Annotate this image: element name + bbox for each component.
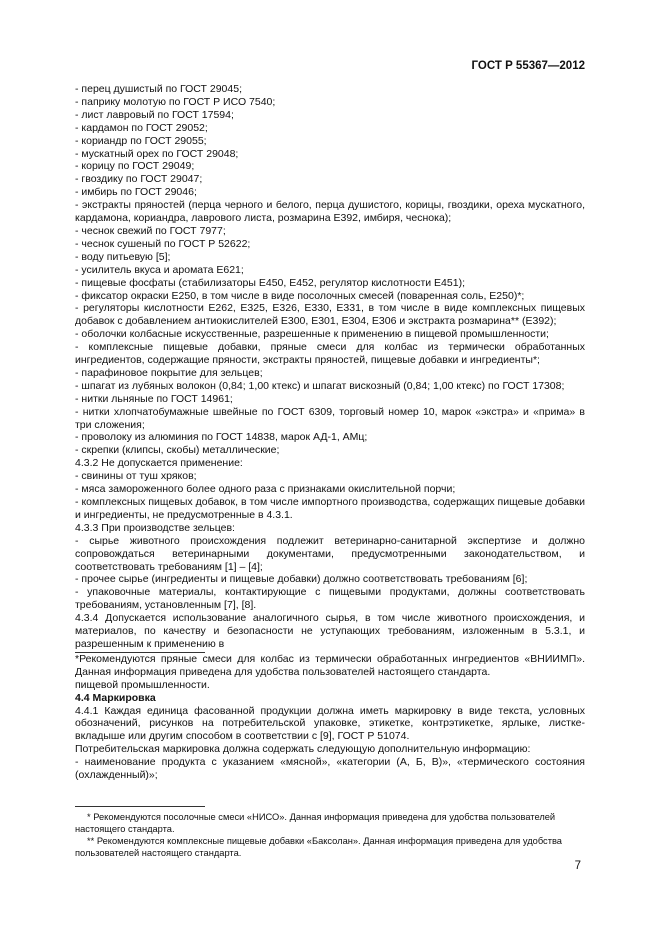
list-item: - комплексных пищевых добавок, в том числе импортного производства, содержащих пищевые добавки и ингредиенты, не предусмотренные в 4.3.1. [75,496,585,521]
list-item: - нитки льняные по ГОСТ 14961; [75,392,233,405]
list-item: - мускатный орех по ГОСТ 29048; [75,147,239,160]
list-item: - регуляторы кислотности Е262, Е325, Е326, Е330, Е331, в том числе в виде комплексных пищевых добавок с добавлением антиокислителей Е300, Е301, Е304, Е306 и экстракта розмарина** (Е392); [75,302,585,328]
footnote-2: ** Рекомендуются комплексные пищевые добавки «Баксолан». Данная информация приведена для удобства пользователей настоящего стандарта. [75,836,562,858]
list-item: - усилитель вкуса и аромата Е621; [75,263,244,276]
list-item: - имбирь по ГОСТ 29046; [75,186,197,199]
list-item: - скрепки (клипсы, скобы) металлические; [75,444,280,457]
list-item: - пищевые фосфаты (стабилизаторы Е450, Е452, регулятор кислотности Е451); [75,276,465,289]
list-item: 4.3.2 Не допускается применение: [75,457,243,470]
document-header: ГОСТ Р 55367—2012 [471,60,585,72]
list-item: - наименование продукта с указанием «мясной», «категории (А, Б, В)», «термического состояния (охлажденный)»; [75,756,585,782]
list-item: - оболочки колбасные искусственные, разрешенные к применению в пищевой промышленности; [75,328,549,341]
list-item: - воду питьевую [5]; [75,250,171,263]
list-item: - кориандр по ГОСТ 29055; [75,134,207,147]
list-item: - проволоку из алюминия по ГОСТ 14838, марок АД-1, АМц; [75,431,368,444]
list-item: - фиксатор окраски Е250, в том числе в виде посолочных смесей (поваренная соль, Е250)*; [75,289,525,302]
list-item: - прочее сырье (ингредиенты и пищевые добавки) должно соответствовать требованиям [6]; [75,573,528,586]
list-item: - кардамон по ГОСТ 29052; [75,121,208,134]
list-item: 4.3.3 При производстве зельцев: [75,521,235,534]
list-item: - гвоздику по ГОСТ 29047; [75,173,203,186]
document-body [75,83,585,782]
paragraph: 4.4.1 Каждая единица фасованной продукции должна иметь маркировку в виде текста, условных обозначений, рисунков на потребительской упаковке, этикетке, контрэтикетке, ярлыке, листке-вкладыше или другим способом в соответствии с [9], ГОСТ Р 51074. [75,704,585,743]
inner-footnote: *Рекомендуются пряные смеси для колбас из термически обработанных ингредиентов «ВНИИМП». Данная информация приведена для удобства пользователей настоящего стандарта. [75,652,585,678]
list-item: - нитки хлопчатобумажные швейные по ГОСТ 6309, торговый номер 10, марок «экстра» и «прима» в три сложения; [75,405,585,431]
list-item: - корицу по ГОСТ 29049; [75,160,195,173]
list-item: - перец душистый по ГОСТ 29045; [75,83,242,95]
list-item: - комплексные пищевые добавки, пряные смеси для колбас из термически обработанных ингредиентов, содержащие пряности, экстракты пряностей, пищевые добавки и ингредиенты*; [75,341,585,367]
list-item: - лист лавровый по ГОСТ 17594; [75,108,234,121]
page-number: 7 [574,860,581,872]
list-item: 4.3.4 Допускается использование аналогичного сырья, в том числе животного происхождения, и материалов, по качеству и безопасности не уступающих требованиям, изложенным в 5.3.1, и разрешенным к применению в [75,612,585,650]
footnote-1: * Рекомендуются посолочные смеси «НИСО». Данная информация приведена для удобства пользователей настоящего стандарта. [75,812,556,834]
list-item: - свинины от туш хряков; [75,470,197,483]
list-item: - экстракты пряностей (перца черного и белого, перца душистого, корицы, гвоздики, ореха мускатного, кардамона, кориандра, лаврового листа, розмарина Е392, имбиря, чеснока); [75,199,585,225]
list-item: - шпагат из лубяных волокон (0,84; 1,00 ктекс) и шпагат вискозный (0,84; 1,00 ктекс) по ГОСТ 17308; [75,379,565,392]
list-item: - чеснок сушеный по ГОСТ Р 52622; [75,237,251,250]
footnote-separator [75,806,205,807]
list-item: - сырье животного происхождения подлежит ветеринарно-санитарной экспертизе и должно сопровождаться ветеринарными документами, предусмотренными законодательством, и соответствовать требованиям [1] – [4]; [75,534,585,573]
section-heading: 4.4 Маркировка [75,691,156,704]
list-item: - упаковочные материалы, контактирующие с пищевыми продуктами, должны соответствовать требованиям, установленным [7], [8]. [75,586,585,612]
list-item: - мяса замороженного более одного раза с признаками окислительной порчи; [75,483,456,496]
text-line: пищевой промышленности. [75,678,210,691]
paragraph: Потребительская маркировка должна содержать следующую дополнительную информацию: [75,743,531,756]
list-item: - чеснок свежий по ГОСТ 7977; [75,224,226,237]
list-item: - парафиновое покрытие для зельцев; [75,366,263,379]
list-item: - паприку молотую по ГОСТ Р ИСО 7540; [75,95,276,108]
